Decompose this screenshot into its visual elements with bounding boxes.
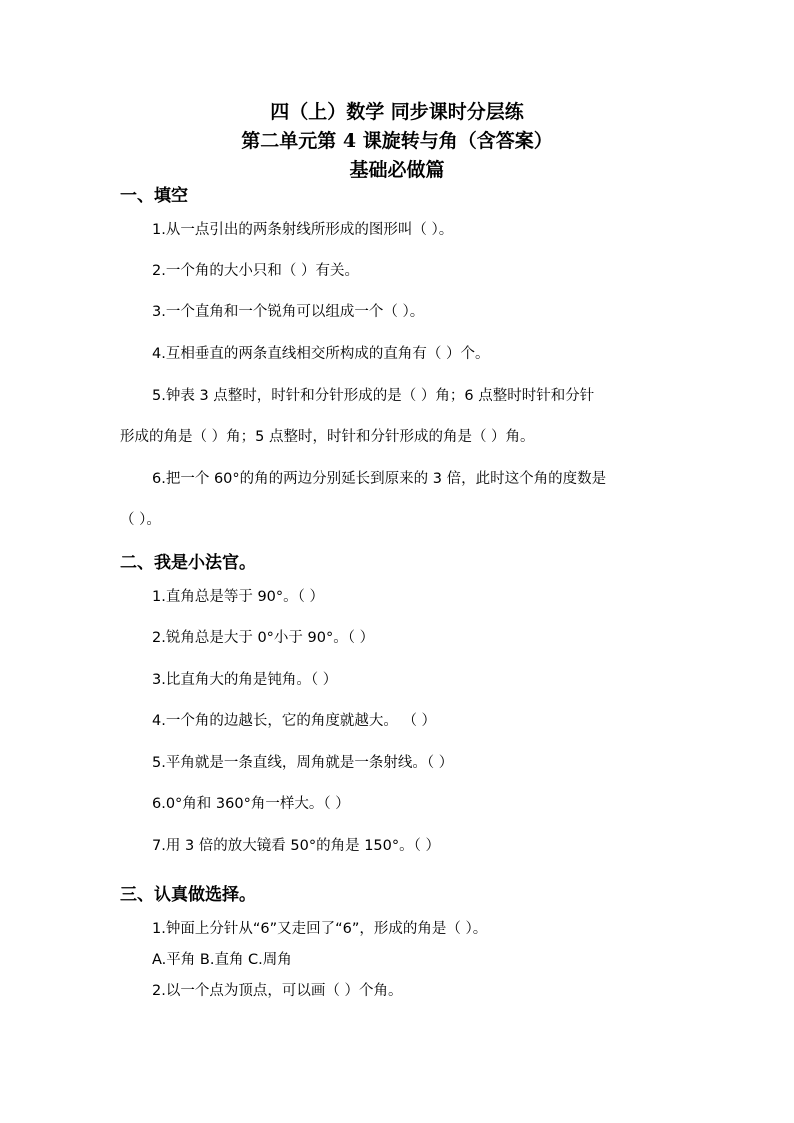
s2-question-3: 3.比直角大的角是钝角。（ ） xyxy=(152,672,338,688)
title-line-1: 四（上）数学 同步课时分层练 xyxy=(270,101,524,123)
s2-question-5: 5.平角就是一条直线，周角就是一条射线。（ ） xyxy=(152,755,454,771)
s3-question-1: 1.钟面上分针从“6”又走回了“6”，形成的角是（ ）。 xyxy=(152,921,488,937)
section-2-heading: 二、我是小法官。 xyxy=(120,553,256,573)
s1-question-3: 3.一个直角和一个锐角可以组成一个（ ）。 xyxy=(152,304,425,320)
s1-question-5-line-2: 形成的角是（ ）角；5 点整时，时针和分针形成的角是（ ）角。 xyxy=(120,429,535,445)
s2-question-6: 6.0°角和 360°角一样大。（ ） xyxy=(152,796,350,812)
s3-question-1-options: A.平角 B.直角 C.周角 xyxy=(152,952,292,968)
s1-question-6-line-2: （ ）。 xyxy=(120,512,161,528)
s2-question-2: 2.锐角总是大于 0°小于 90°。（ ） xyxy=(152,630,375,646)
s3-question-2: 2.以一个点为顶点，可以画（ ）个角。 xyxy=(152,983,403,999)
section-1-heading: 一、填空 xyxy=(120,186,188,206)
s1-question-4: 4.互相垂直的两条直线相交所构成的直角有（ ）个。 xyxy=(152,346,490,362)
s2-question-4: 4.一个角的边越长，它的角度就越大。 （ ） xyxy=(152,713,437,729)
s1-question-5-line-1: 5.钟表 3 点整时，时针和分针形成的是（ ）角；6 点整时时针和分针 xyxy=(152,388,595,404)
title-line-2: 第二单元第 4 课旋转与角（含答案） xyxy=(241,130,553,152)
s1-question-6-line-1: 6.把一个 60°的角的两边分别延长到原来的 3 倍，此时这个角的度数是 xyxy=(152,471,607,487)
s2-question-7: 7.用 3 倍的放大镜看 50°的角是 150°。（ ） xyxy=(152,838,440,854)
section-3-heading: 三、认真做选择。 xyxy=(120,885,256,905)
s2-question-1: 1.直角总是等于 90°。（ ） xyxy=(152,589,325,605)
s1-question-2: 2.一个角的大小只和（ ）有关。 xyxy=(152,263,359,279)
title-line-3: 基础必做篇 xyxy=(349,159,445,181)
s1-question-1: 1.从一点引出的两条射线所形成的图形叫（ ）。 xyxy=(152,222,454,238)
